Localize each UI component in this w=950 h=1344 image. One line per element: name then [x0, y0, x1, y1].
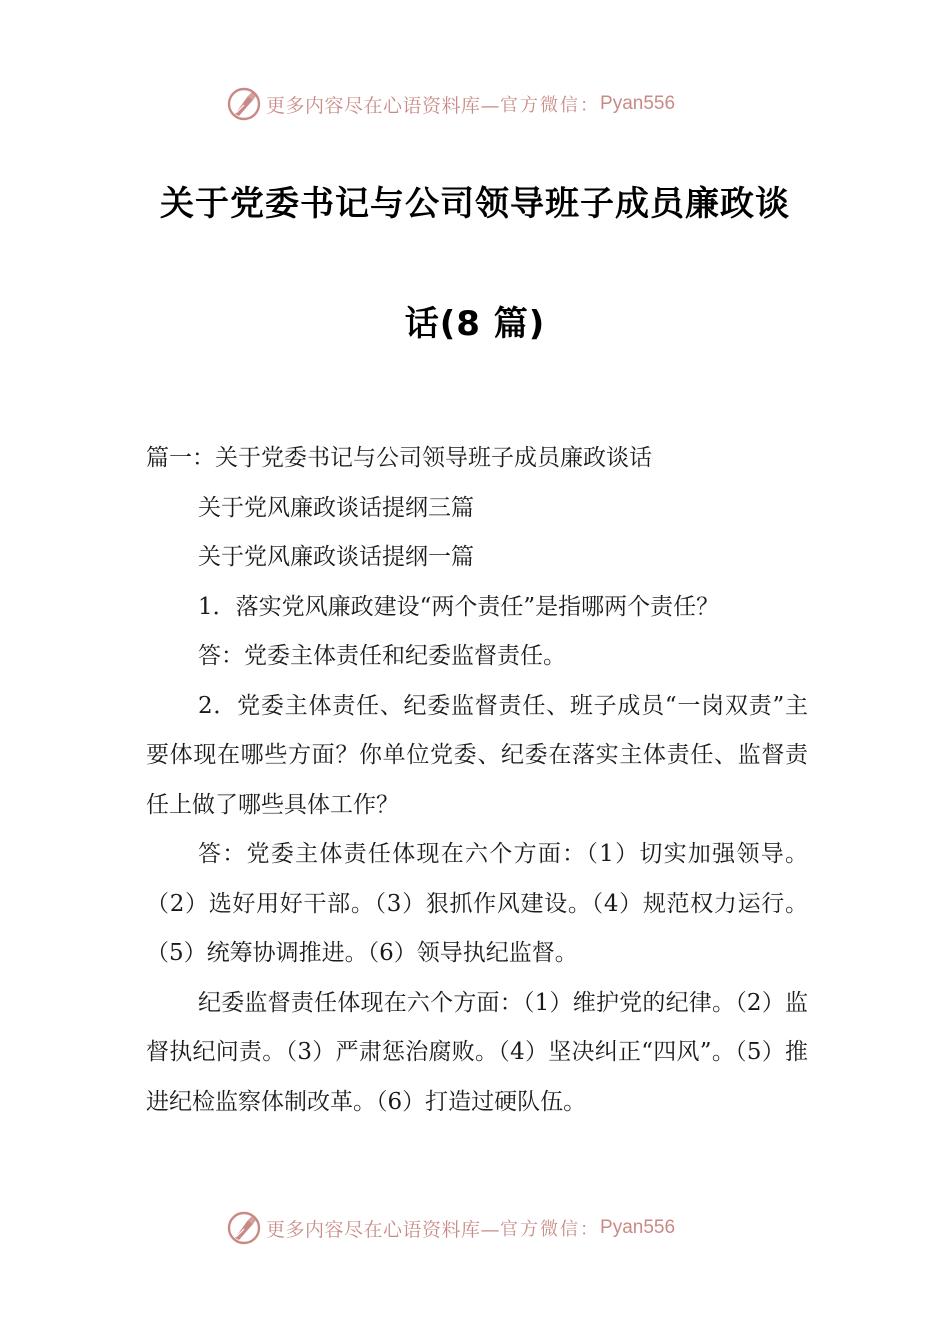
header-watermark — [226, 84, 675, 124]
watermark-wechat-label: 官方微信： — [500, 95, 601, 116]
answer-2-party-committee: 答：党委主体责任体现在六个方面：（1）切实加强领导。（2）选好用好干部。（3）狠抓作风建设。（4）规范权力运行。（5）统筹协调推进。（6）领导执纪监督。 — [146, 841, 808, 966]
chapter-heading: 篇一：关于党委书记与公司领导班子成员廉政谈话 — [146, 445, 652, 471]
footer-watermark — [226, 1208, 675, 1248]
question-1: 1．落实党风廉政建设“两个责任”是指哪两个责任？ — [198, 593, 720, 620]
watermark-slogan: 更多内容尽在心语资料库— — [266, 1218, 501, 1241]
pen-nib-logo-icon — [226, 1210, 262, 1246]
answer-2-discipline-committee: 纪委监督责任体现在六个方面：（1）维护党的纪律。（2）监督执纪问责。（3）严肃惩治腐败。（4）坚决纠正“四风”。（5）推进纪检监察体制改革。（6）打造过硬队伍。 — [146, 989, 808, 1115]
question-2: 2．党委主体责任、纪委监督责任、班子成员“一岗双责”主要体现在哪些方面？你单位党委、纪委在落实主体责任、监督责任上做了哪些具体工作？ — [146, 692, 808, 818]
watermark-wechat-label: 官方微信： — [500, 1219, 601, 1240]
pen-nib-logo-icon — [226, 86, 262, 122]
document-title-line-1: 关于党委书记与公司领导班子成员廉政谈 — [160, 184, 790, 224]
paragraph: 关于党风廉政谈话提纲三篇 — [198, 494, 474, 521]
document-title-line-2: 话(8 篇) — [404, 304, 546, 344]
watermark-slogan: 更多内容尽在心语资料库— — [266, 94, 501, 117]
document-body — [146, 434, 808, 1127]
answer-1: 答：党委主体责任和纪委监督责任。 — [198, 643, 566, 669]
watermark-wechat-id: Pyan556 — [600, 1217, 676, 1238]
watermark-wechat-id: Pyan556 — [600, 93, 676, 114]
paragraph: 关于党风廉政谈话提纲一篇 — [198, 544, 474, 570]
